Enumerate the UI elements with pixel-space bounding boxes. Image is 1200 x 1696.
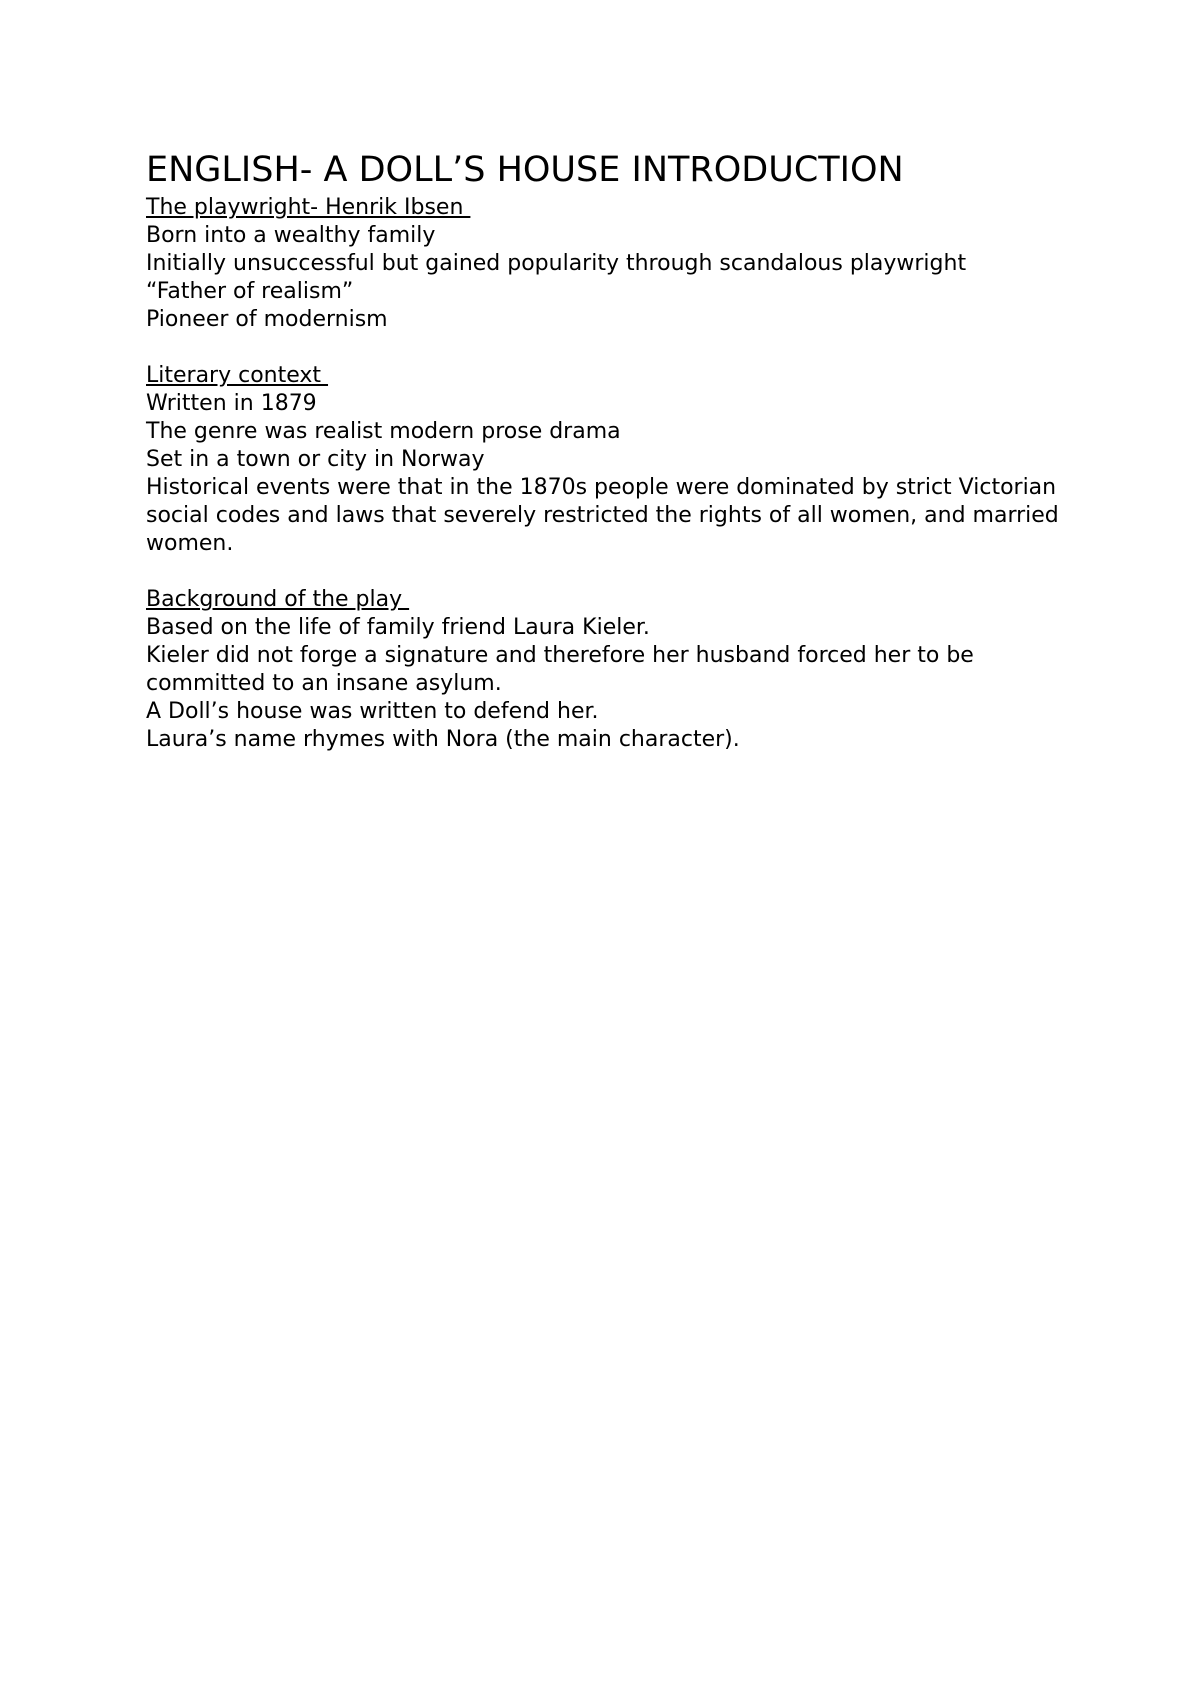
text-line: Set in a town or city in Norway <box>146 447 485 472</box>
document-title: ENGLISH- A DOLL’S HOUSE INTRODUCTION <box>146 150 904 190</box>
section-playwright <box>146 194 1076 334</box>
text-paragraph: Kieler did not forge a signature and therefore her husband forced her to be committed to an insane asylum. <box>146 643 974 696</box>
text-line: Initially unsuccessful but gained popularity through scandalous playwright <box>146 251 967 276</box>
text-line: Laura’s name rhymes with Nora (the main character). <box>146 727 740 752</box>
text-line: Pioneer of modernism <box>146 307 388 332</box>
section-literary-context <box>146 362 1076 558</box>
section-background <box>146 586 1076 754</box>
section-heading: Literary context <box>146 363 329 388</box>
text-line: “Father of realism” <box>146 279 354 304</box>
text-line: Based on the life of family friend Laura Kieler. <box>146 615 650 640</box>
document-page <box>146 146 1076 754</box>
text-line: Written in 1879 <box>146 391 317 416</box>
section-heading: Background of the play <box>146 587 410 612</box>
text-line: Born into a wealthy family <box>146 223 436 248</box>
text-line: The genre was realist modern prose drama <box>146 419 621 444</box>
text-paragraph: Historical events were that in the 1870s people were dominated by strict Victorian social codes and laws that severely restricted the rights of all women, and married women. <box>146 475 1059 556</box>
section-heading: The playwright- Henrik Ibsen <box>146 195 471 220</box>
text-line: A Doll’s house was written to defend her. <box>146 699 599 724</box>
